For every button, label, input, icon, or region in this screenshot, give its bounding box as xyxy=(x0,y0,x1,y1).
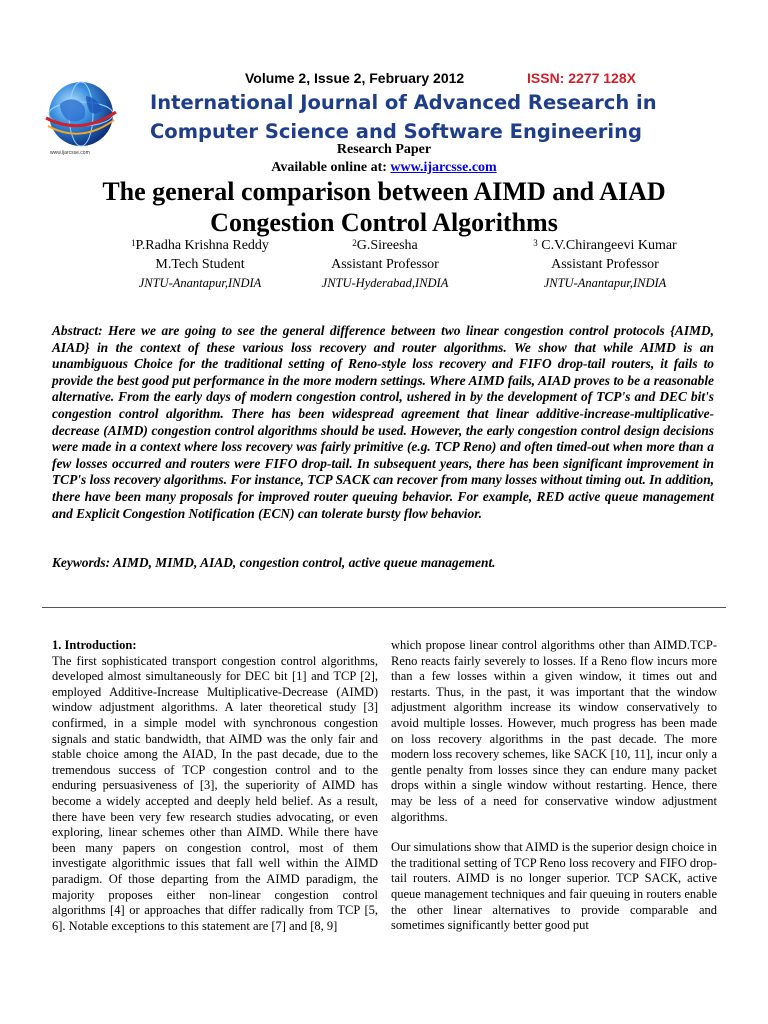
paper-title-line2: Congestion Control Algorithms xyxy=(210,208,558,237)
author-3-name-line xyxy=(500,236,710,255)
availability-line xyxy=(0,160,768,176)
intro-paragraph: The first sophisticated transport congestion control algorithms, developed almost simultaneously for DEC bit [1] and TCP [2], employed Additive-Increase Multiplicative-Decrease (AIMD) window adjustment algorithms. A later theoretical study [3] confirmed, in a simple model with synchronous congestion signals and static bandwidth, that AIMD was the only fair and stable choice among the AIAD, In the past decade, due to the tremendous success of TCP congestion control and to the enduring persuasiveness of [3], the superiority of AIMD has become a widely accepted and deeply held belief. As a result, there have been very few research studies advocating, or even exploring, linear schemes other than AIMD. While there have been many papers on congestion control, most of them investigate algorithmic issues that fall well within the AIMD paradigm. Of those departing from the AIMD paradigm, the majority proposes either non-linear congestion control algorithms [4] or approaches that differ radically from TCP [5, 6]. Notable exceptions to this statement are [7] and [8, 9] xyxy=(52,653,378,933)
journal-title-line1: International Journal of Advanced Research in xyxy=(150,91,657,114)
right-column xyxy=(391,638,717,934)
author-1-role: M.Tech Student xyxy=(155,257,245,272)
author-3-role: Assistant Professor xyxy=(551,257,659,272)
author-2-number: 2 xyxy=(352,238,357,248)
left-column xyxy=(52,638,378,934)
author-2 xyxy=(285,236,485,293)
author-2-affiliation: JNTU-Hyderabad,INDIA xyxy=(321,276,449,290)
abstract: Abstract: Here we are going to see the general difference between two linear congestion control protocols {AIMD, AIAD} in the context of these various loss recovery and router algorithms. We show that while AIMD is an unambiguous Choice for the traditional setting of Reno-style loss recovery and FIFO drop-tail routers, it fails to provide the best good put performance in the more modern settings. Where AIMD fails, AIAD proves to be a reasonable alternative. From the early days of modern congestion control, ushered in by the development of TCP's and DEC bit's congestion control algorithm. There has been widespread agreement that linear additive-increase-multiplicative-decrease (AIMD) congestion control algorithms should be used. However, the early congestion control design decisions were made in a context where loss recovery was fairly primitive (e.g. TCP Reno) and often timed-out when more than a few losses occurred and routers were FIFO drop-tail. In subsequent years, there has been significant improvement in TCP's loss recovery algorithms. For instance, TCP SACK can recover from many losses without timing out. In addition, there have been many proposals for improved router queuing behavior. For example, RED active queue management and Explicit Congestion Notification (ECN) can tolerate bursty flow behavior. xyxy=(52,323,714,521)
author-2-name: G.Sireesha xyxy=(356,238,418,253)
author-1-name: P.Radha Krishna Reddy xyxy=(135,238,269,253)
issn: ISSN: 2277 128X xyxy=(527,70,636,86)
author-2-name-line xyxy=(285,236,485,255)
paper-type: Research Paper xyxy=(336,142,432,157)
volume-info: Volume 2, Issue 2, February 2012 xyxy=(245,70,465,86)
journal-title-line2: Computer Science and Software Engineering xyxy=(150,120,642,143)
journal-title xyxy=(150,88,710,146)
paragraph-gap xyxy=(391,825,717,840)
available-label: Available online at: xyxy=(271,160,391,175)
author-1-number: 1 xyxy=(131,238,136,248)
author-2-role: Assistant Professor xyxy=(331,257,439,272)
section-divider xyxy=(42,607,726,608)
author-3-name: C.V.Chirangeevi Kumar xyxy=(537,238,677,253)
author-3-number: 3 xyxy=(533,238,538,248)
author-3 xyxy=(500,236,710,293)
author-3-affiliation: JNTU-Anantapur,INDIA xyxy=(543,276,667,290)
keywords: Keywords: AIMD, MIMD, AIAD, congestion control, active queue management. xyxy=(52,555,496,570)
journal-link[interactable]: www.ijarcsse.com xyxy=(390,160,497,175)
section-heading: 1. Introduction: xyxy=(52,638,137,652)
paper-title xyxy=(0,176,768,238)
paper-title-line1: The general comparison between AIMD and AIAD xyxy=(102,177,666,206)
right-paragraph-2: Our simulations show that AIMD is the superior design choice in the traditional setting of TCP Reno loss recovery and FIFO drop-tail routers. AIMD is no longer superior. TCP SACK, active queue management techniques and fair queuing in routers enable the other linear alternatives to provide comparable and sometimes significantly better good put xyxy=(391,840,717,933)
logo-url: www.ijarcsse.com xyxy=(50,150,90,156)
author-1 xyxy=(90,236,310,293)
right-paragraph-1: which propose linear control algorithms other than AIMD.TCP-Reno reacts fairly severely to losses. If a Reno flow incurs more than a few losses within a given window, it times out and restarts. Thus, in the past, it was important that the window adjustment algorithm increase its window conservatively to avoid multiple losses. However, much progress has been made on loss recovery algorithms in the past decade. The more modern loss recovery schemes, like SACK [10, 11], incur only a gentle penalty from losses since they can endure many packet drops within a single window without restarting. Hence, there may be less of a need for conservative window adjustment algorithms. xyxy=(391,638,717,824)
author-1-affiliation: JNTU-Anantapur,INDIA xyxy=(138,276,262,290)
author-1-name-line xyxy=(90,236,310,255)
